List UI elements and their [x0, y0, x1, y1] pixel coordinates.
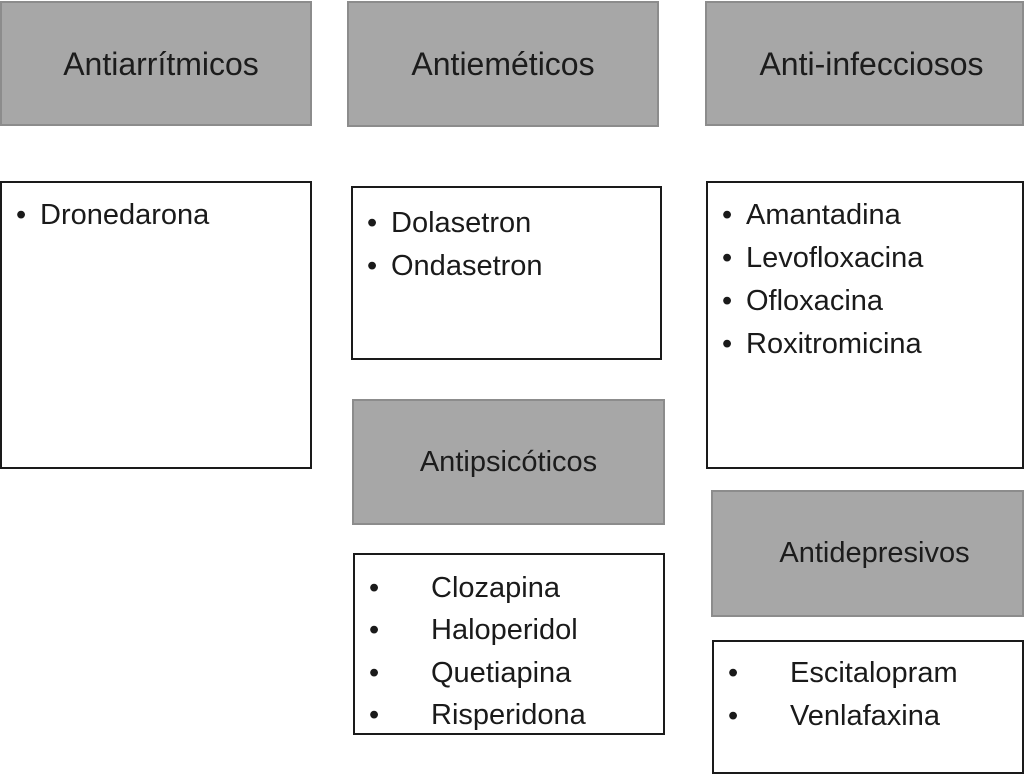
drug-name: Roxitromicina [746, 328, 922, 360]
list-item [369, 567, 586, 610]
list-item [722, 280, 923, 323]
drug-name: Dolasetron [391, 207, 532, 239]
list-box-antiarritmicos [0, 181, 312, 469]
bullet-icon: • [369, 571, 380, 604]
bullet-icon: • [728, 657, 739, 689]
list-box-antidepresivos [712, 640, 1024, 774]
bullet-icon: • [367, 250, 378, 282]
header-antiarritmicos [0, 1, 312, 126]
drug-name: Clozapina [431, 571, 560, 604]
list-item [728, 695, 958, 738]
list-box-antiemeticos [351, 186, 662, 360]
list-item [722, 194, 923, 237]
header-antipsicoticos [352, 399, 665, 525]
drug-name: Haloperidol [431, 614, 578, 647]
header-antidepresivos [711, 490, 1024, 617]
list-box-antipsicoticos [353, 553, 665, 735]
bullet-icon: • [722, 199, 733, 231]
list-item [16, 197, 209, 233]
drug-name: Escitalopram [790, 657, 958, 689]
list-item [367, 202, 543, 245]
drug-name: Ondasetron [391, 250, 543, 282]
bullet-icon: • [722, 328, 733, 360]
drug-name: Dronedarona [40, 198, 210, 231]
drug-list [367, 202, 543, 288]
drug-name: Venlafaxina [790, 700, 940, 732]
drug-name: Quetiapina [431, 656, 572, 689]
bullet-icon: • [16, 198, 27, 231]
list-item [367, 245, 543, 288]
list-item [728, 652, 958, 695]
header-label: Antidepresivos [779, 537, 970, 569]
list-item [369, 695, 586, 738]
drug-name: Amantadina [746, 199, 901, 231]
header-label: Anti-infecciosos [759, 45, 984, 82]
header-label: Antiarrítmicos [63, 45, 259, 82]
bullet-icon: • [369, 699, 380, 732]
header-antiemeticos [347, 1, 659, 127]
header-antiinfecciosos [705, 1, 1024, 126]
drug-list [16, 197, 209, 233]
list-item [369, 610, 586, 653]
header-label: Antieméticos [411, 46, 595, 82]
bullet-icon: • [728, 700, 739, 732]
bullet-icon: • [722, 242, 733, 274]
list-item [722, 323, 923, 366]
list-item [369, 652, 586, 695]
drug-list [728, 652, 958, 738]
drug-list [369, 567, 586, 737]
header-label: Antipsicóticos [419, 445, 598, 478]
drug-name: Levofloxacina [746, 242, 924, 274]
drug-name: Risperidona [431, 699, 586, 732]
list-box-antiinfecciosos [706, 181, 1024, 469]
bullet-icon: • [367, 207, 378, 239]
drug-list [722, 194, 923, 366]
drug-name: Ofloxacina [746, 285, 884, 317]
bullet-icon: • [369, 614, 380, 647]
bullet-icon: • [369, 656, 380, 689]
bullet-icon: • [722, 285, 733, 317]
list-item [722, 237, 923, 280]
